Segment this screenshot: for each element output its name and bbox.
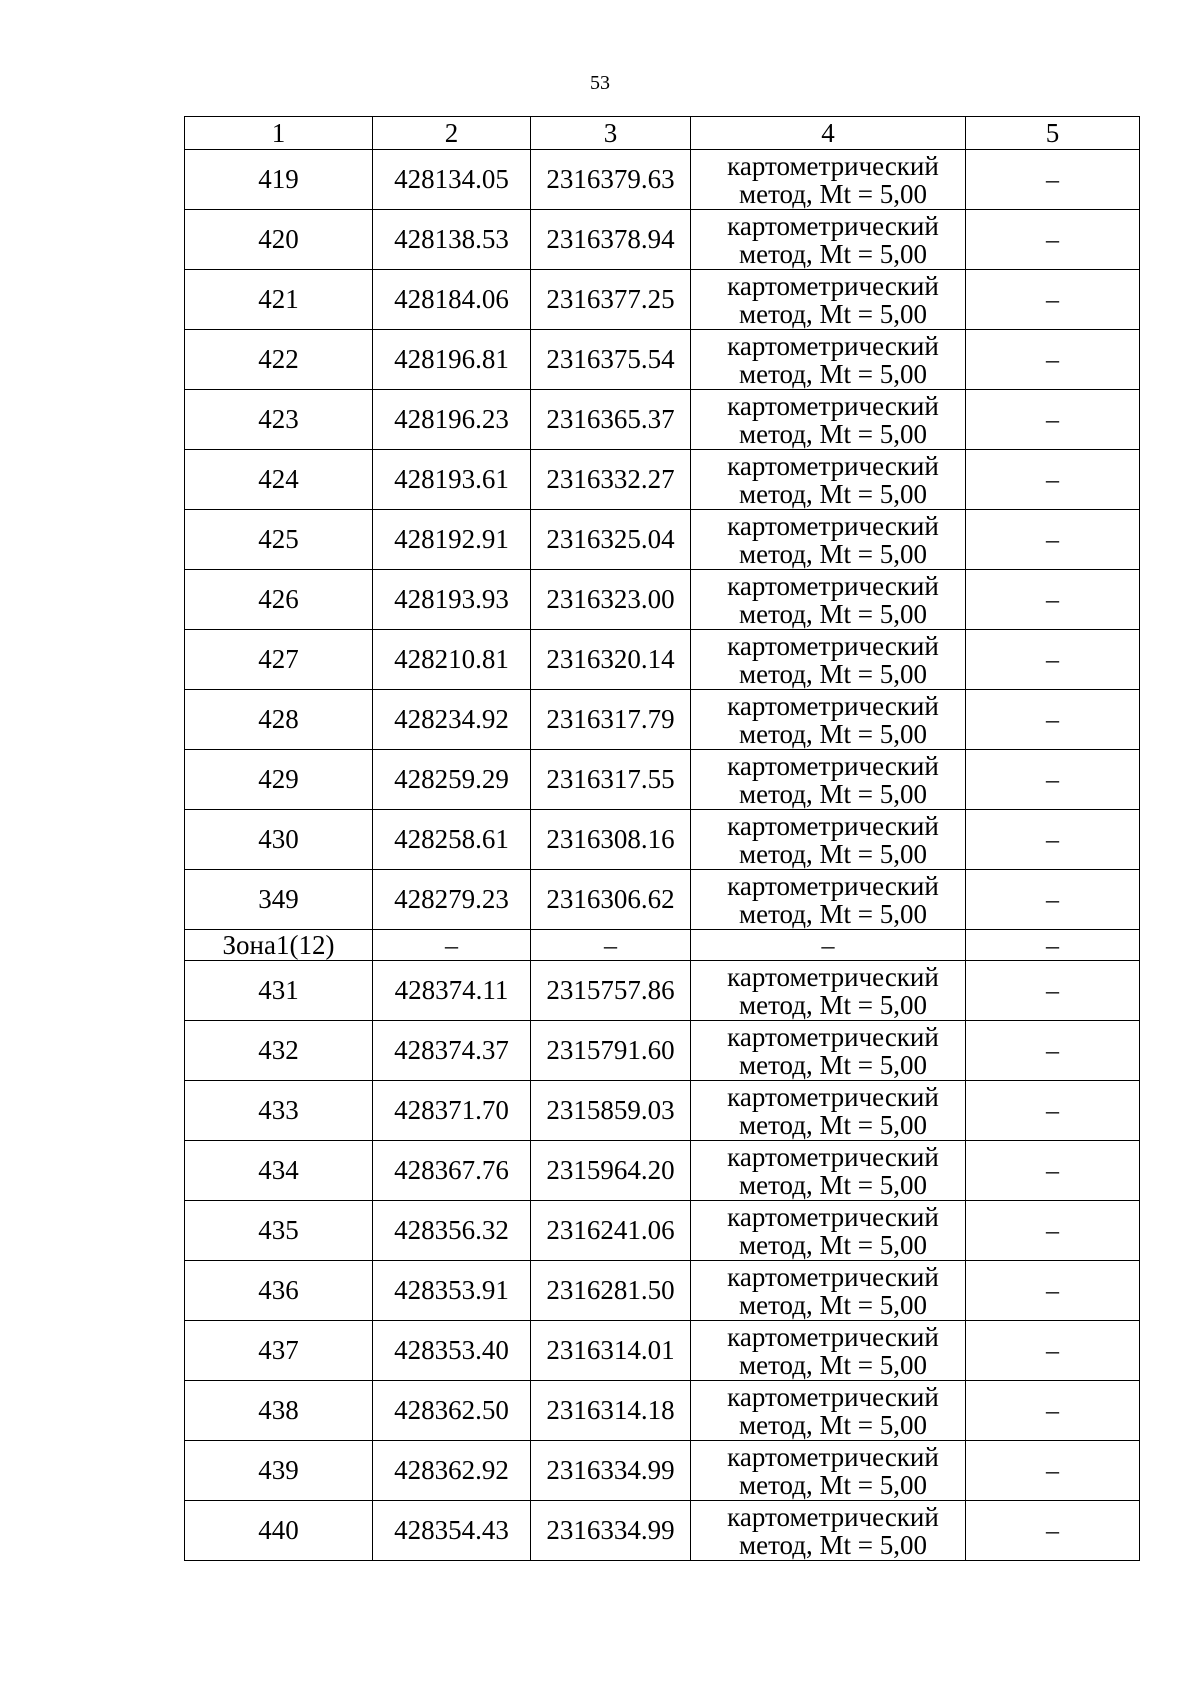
cell-y: 2316332.27	[531, 450, 691, 510]
cell-y: 2316379.63	[531, 150, 691, 210]
method-line-2: метод, Mt = 5,00	[739, 1409, 927, 1440]
cell-x: 428196.23	[373, 390, 531, 450]
cell-x: 428367.76	[373, 1141, 531, 1201]
method-line-2: метод, Mt = 5,00	[739, 989, 927, 1020]
cell-point-number: 429	[185, 750, 373, 810]
coordinates-table	[184, 116, 1140, 1561]
cell-col5: –	[966, 150, 1140, 210]
cell-method	[691, 150, 966, 210]
cell-point-number: 427	[185, 630, 373, 690]
page-number: 53	[590, 72, 610, 94]
column-header-5: 5	[966, 117, 1140, 150]
table-body	[185, 150, 1140, 1561]
table-row	[185, 961, 1140, 1021]
cell-y: 2316378.94	[531, 210, 691, 270]
cell-y: 2316365.37	[531, 390, 691, 450]
cell-col5: –	[966, 390, 1140, 450]
cell-point-number: 433	[185, 1081, 373, 1141]
cell-col5: –	[966, 210, 1140, 270]
table-row	[185, 1141, 1140, 1201]
column-header-1: 1	[185, 117, 373, 150]
method-line-1: картометрический	[727, 1261, 939, 1292]
method-line-1: картометрический	[727, 690, 939, 721]
method-line-1: картометрический	[727, 210, 939, 241]
method-line-1: картометрический	[727, 1381, 939, 1412]
cell-x: 428374.11	[373, 961, 531, 1021]
cell-point-number: 435	[185, 1201, 373, 1261]
table-row	[185, 810, 1140, 870]
table-row	[185, 210, 1140, 270]
cell-x: 428193.93	[373, 570, 531, 630]
cell-y: –	[531, 930, 691, 961]
cell-method	[691, 1501, 966, 1561]
method-line-2: метод, Mt = 5,00	[739, 718, 927, 749]
cell-method	[691, 810, 966, 870]
table-row	[185, 330, 1140, 390]
method-line-1: картометрический	[727, 961, 939, 992]
table-row	[185, 630, 1140, 690]
cell-method	[691, 750, 966, 810]
cell-x: 428192.91	[373, 510, 531, 570]
cell-method	[691, 1081, 966, 1141]
method-line-2: метод, Mt = 5,00	[739, 538, 927, 569]
cell-method	[691, 510, 966, 570]
cell-col5: –	[966, 1441, 1140, 1501]
method-line-1: картометрический	[727, 270, 939, 301]
method-line-1: картометрический	[727, 1441, 939, 1472]
method-line-1: картометрический	[727, 810, 939, 841]
cell-col5: –	[966, 870, 1140, 930]
table-row	[185, 1021, 1140, 1081]
method-line-2: метод, Mt = 5,00	[739, 478, 927, 509]
cell-col5: –	[966, 570, 1140, 630]
method-line-1: картометрический	[727, 1081, 939, 1112]
cell-x: 428353.40	[373, 1321, 531, 1381]
cell-col5: –	[966, 810, 1140, 870]
cell-y: 2316281.50	[531, 1261, 691, 1321]
cell-x: 428356.32	[373, 1201, 531, 1261]
cell-x: 428193.61	[373, 450, 531, 510]
table-row	[185, 750, 1140, 810]
cell-point-number: 428	[185, 690, 373, 750]
cell-y: 2316317.79	[531, 690, 691, 750]
cell-x: 428371.70	[373, 1081, 531, 1141]
method-line-2: метод, Mt = 5,00	[739, 598, 927, 629]
table-row	[185, 1501, 1140, 1561]
cell-y: 2315859.03	[531, 1081, 691, 1141]
method-line-2: метод, Mt = 5,00	[739, 238, 927, 269]
method-line-1: картометрический	[727, 330, 939, 361]
cell-col5: –	[966, 330, 1140, 390]
cell-method	[691, 1441, 966, 1501]
method-line-1: картометрический	[727, 750, 939, 781]
cell-y: 2315757.86	[531, 961, 691, 1021]
method-line-2: метод, Mt = 5,00	[739, 1109, 927, 1140]
cell-col5: –	[966, 1141, 1140, 1201]
cell-col5: –	[966, 1081, 1140, 1141]
cell-method	[691, 630, 966, 690]
method-line-1: картометрический	[727, 1021, 939, 1052]
method-line-1: картометрический	[727, 630, 939, 661]
cell-point-number: 424	[185, 450, 373, 510]
table-row	[185, 450, 1140, 510]
cell-point-number: 434	[185, 1141, 373, 1201]
method-line-2: метод, Mt = 5,00	[739, 778, 927, 809]
method-line-1: картометрический	[727, 510, 939, 541]
cell-x: 428362.92	[373, 1441, 531, 1501]
cell-y: 2316320.14	[531, 630, 691, 690]
method-line-1: картометрический	[727, 150, 939, 181]
method-line-1: картометрический	[727, 570, 939, 601]
cell-x: 428134.05	[373, 150, 531, 210]
table-row	[185, 1441, 1140, 1501]
cell-method	[691, 1201, 966, 1261]
table-row	[185, 1081, 1140, 1141]
cell-col5: –	[966, 1381, 1140, 1441]
cell-point-number: 436	[185, 1261, 373, 1321]
table-row	[185, 150, 1140, 210]
cell-point-number: 438	[185, 1381, 373, 1441]
cell-point-number: 432	[185, 1021, 373, 1081]
cell-method	[691, 450, 966, 510]
method-line-2: метод, Mt = 5,00	[739, 1229, 927, 1260]
cell-point-number: 426	[185, 570, 373, 630]
method-line-2: метод, Mt = 5,00	[739, 1529, 927, 1560]
method-line-2: метод, Mt = 5,00	[739, 1469, 927, 1500]
cell-y: 2315964.20	[531, 1141, 691, 1201]
cell-y: 2316377.25	[531, 270, 691, 330]
table-row	[185, 1201, 1140, 1261]
cell-point-number: 440	[185, 1501, 373, 1561]
column-header-3: 3	[531, 117, 691, 150]
cell-col5: –	[966, 1021, 1140, 1081]
cell-method	[691, 870, 966, 930]
cell-col5: –	[966, 450, 1140, 510]
cell-x: 428196.81	[373, 330, 531, 390]
header-row	[185, 117, 1140, 150]
table-row	[185, 270, 1140, 330]
cell-point-number: 431	[185, 961, 373, 1021]
table-row	[185, 570, 1140, 630]
cell-x: 428259.29	[373, 750, 531, 810]
method-line-2: метод, Mt = 5,00	[739, 298, 927, 329]
cell-col5: –	[966, 510, 1140, 570]
cell-x: 428279.23	[373, 870, 531, 930]
cell-method	[691, 270, 966, 330]
cell-y: 2316314.18	[531, 1381, 691, 1441]
method-line-2: метод, Mt = 5,00	[739, 1049, 927, 1080]
cell-y: 2315791.60	[531, 1021, 691, 1081]
cell-method	[691, 210, 966, 270]
method-line-2: метод, Mt = 5,00	[739, 178, 927, 209]
cell-y: 2316325.04	[531, 510, 691, 570]
cell-point-number: 439	[185, 1441, 373, 1501]
cell-col5: –	[966, 930, 1140, 961]
method-line-2: метод, Mt = 5,00	[739, 1349, 927, 1380]
method-line-2: метод, Mt = 5,00	[739, 838, 927, 869]
cell-col5: –	[966, 1321, 1140, 1381]
cell-y: 2316323.00	[531, 570, 691, 630]
cell-method	[691, 390, 966, 450]
cell-col5: –	[966, 1201, 1140, 1261]
cell-point-number: 430	[185, 810, 373, 870]
cell-y: 2316306.62	[531, 870, 691, 930]
cell-x: 428362.50	[373, 1381, 531, 1441]
method-line-1: картометрический	[727, 1321, 939, 1352]
cell-x: 428184.06	[373, 270, 531, 330]
cell-point-number: 420	[185, 210, 373, 270]
cell-method	[691, 690, 966, 750]
cell-y: 2316317.55	[531, 750, 691, 810]
cell-y: 2316241.06	[531, 1201, 691, 1261]
table-row	[185, 870, 1140, 930]
method-line-1: картометрический	[727, 1141, 939, 1172]
cell-col5: –	[966, 1261, 1140, 1321]
cell-col5: –	[966, 690, 1140, 750]
cell-point-number: 425	[185, 510, 373, 570]
method-line-2: метод, Mt = 5,00	[739, 1169, 927, 1200]
cell-point-number: 437	[185, 1321, 373, 1381]
cell-y: 2316308.16	[531, 810, 691, 870]
cell-point-number: 422	[185, 330, 373, 390]
cell-y: 2316314.01	[531, 1321, 691, 1381]
method-line-1: картометрический	[727, 390, 939, 421]
cell-x: 428353.91	[373, 1261, 531, 1321]
column-header-2: 2	[373, 117, 531, 150]
cell-y: 2316375.54	[531, 330, 691, 390]
column-header-4: 4	[691, 117, 966, 150]
method-line-2: метод, Mt = 5,00	[739, 658, 927, 689]
method-line-1: картометрический	[727, 450, 939, 481]
method-line-2: метод, Mt = 5,00	[739, 1289, 927, 1320]
cell-point-number: 423	[185, 390, 373, 450]
cell-col5: –	[966, 630, 1140, 690]
cell-y: 2316334.99	[531, 1501, 691, 1561]
cell-col5: –	[966, 750, 1140, 810]
method-line-2: метод, Mt = 5,00	[739, 898, 927, 929]
cell-col5: –	[966, 961, 1140, 1021]
method-line-1: картометрический	[727, 1501, 939, 1532]
cell-x: –	[373, 930, 531, 961]
cell-col5: –	[966, 270, 1140, 330]
method-line-1: картометрический	[727, 1201, 939, 1232]
method-line-2: метод, Mt = 5,00	[739, 418, 927, 449]
cell-method	[691, 570, 966, 630]
cell-x: 428354.43	[373, 1501, 531, 1561]
cell-x: 428210.81	[373, 630, 531, 690]
table-row	[185, 690, 1140, 750]
zone-row	[185, 930, 1140, 961]
cell-point-number: 349	[185, 870, 373, 930]
method-line-1: картометрический	[727, 870, 939, 901]
cell-col5: –	[966, 1501, 1140, 1561]
cell-method	[691, 1021, 966, 1081]
table-row	[185, 1381, 1140, 1441]
cell-point-number: 419	[185, 150, 373, 210]
cell-x: 428234.92	[373, 690, 531, 750]
cell-method	[691, 1261, 966, 1321]
method-line-2: метод, Mt = 5,00	[739, 358, 927, 389]
table-row	[185, 1321, 1140, 1381]
cell-x: 428258.61	[373, 810, 531, 870]
cell-method	[691, 1141, 966, 1201]
cell-x: 428138.53	[373, 210, 531, 270]
cell-method	[691, 1321, 966, 1381]
table-row	[185, 390, 1140, 450]
cell-method	[691, 330, 966, 390]
cell-x: 428374.37	[373, 1021, 531, 1081]
cell-point-number: 421	[185, 270, 373, 330]
cell-y: 2316334.99	[531, 1441, 691, 1501]
cell-method	[691, 1381, 966, 1441]
cell-method: –	[691, 930, 966, 961]
zone-label: Зона1(12)	[185, 930, 373, 961]
table-row	[185, 1261, 1140, 1321]
table-row	[185, 510, 1140, 570]
cell-method	[691, 961, 966, 1021]
